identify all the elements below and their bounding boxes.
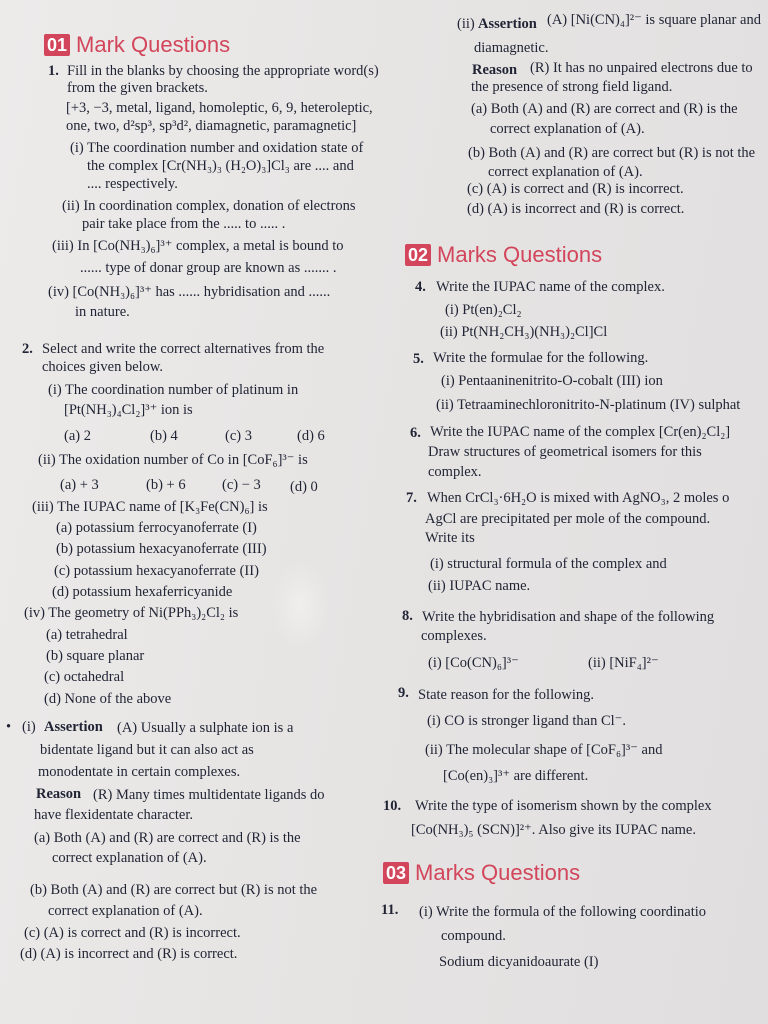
- sub-question: (i) The coordination number and oxidation state of: [70, 140, 364, 156]
- option: (c) (A) is correct and (R) is incorrect.: [24, 925, 241, 941]
- question-number: 2.: [22, 341, 33, 357]
- bullet: •: [6, 719, 12, 735]
- question-text: (i) Write the formula of the following coordinatio: [419, 904, 707, 920]
- option: (a) tetrahedral: [46, 627, 128, 643]
- section-badge: 01: [44, 34, 70, 56]
- sub-question: (iii) In [Co(NH₃)₆]³⁺ complex, a metal is bound to: [52, 238, 344, 254]
- sub-question: ...... type of donar group are known as ....... .: [80, 260, 337, 276]
- question-number: 11.: [381, 902, 399, 918]
- question-text: complexes.: [421, 628, 487, 644]
- question-number: 10.: [383, 798, 402, 814]
- sub-question: (ii) Pt(NH₂CH₃)(NH₃)₂Cl]Cl: [440, 324, 608, 340]
- assertion-text: bidentate ligand but it can also act as: [40, 742, 254, 758]
- question-text: [Co(NH₃)₅ (SCN)]²⁺. Also give its IUPAC name.: [411, 822, 696, 838]
- sub-question-number: (i): [22, 719, 36, 735]
- option: correct explanation of (A).: [48, 903, 203, 919]
- section-title: Marks Questions: [437, 242, 603, 267]
- sub-question: (i) structural formula of the complex and: [430, 556, 667, 572]
- assertion-text: monodentate in certain complexes.: [38, 764, 241, 780]
- question-text: AgCl are precipitated per mole of the compound.: [425, 511, 711, 527]
- question-text: Write the IUPAC name of the complex.: [436, 279, 665, 295]
- sub-question: [Pt(NH₃)₄Cl₂]³⁺ ion is: [64, 402, 193, 418]
- option: (c) (A) is correct and (R) is incorrect.: [467, 181, 684, 197]
- question-text: Draw structures of geometrical isomers for this: [428, 444, 702, 460]
- word-bank: [+3, −3, metal, ligand, homoleptic, 6, 9, heteroleptic,: [66, 100, 373, 116]
- sub-question: (iii) The IUPAC name of [K₃Fe(CN)₆] is: [32, 499, 268, 515]
- option: (c) potassium hexacyanoferrate (II): [54, 563, 259, 579]
- option: (c) − 3: [222, 477, 261, 493]
- sub-question: (ii) The molecular shape of [CoF₆]³⁻ and: [425, 742, 663, 758]
- reason-text: have flexidentate character.: [34, 807, 193, 823]
- question-text: When CrCl₃·6H₂O is mixed with AgNO₃, 2 moles o: [427, 490, 730, 506]
- option: (d) (A) is incorrect and (R) is correct.: [467, 201, 685, 217]
- assertion-text: diamagnetic.: [474, 40, 549, 56]
- assertion-text: (A) [Ni(CN)₄]²⁻ is square planar and: [547, 12, 761, 28]
- option: (a) Both (A) and (R) are correct and (R) is the: [34, 830, 301, 846]
- option: (d) potassium hexaferricyanide: [52, 584, 233, 600]
- sub-question: [Co(en)₃]³⁺ are different.: [443, 768, 589, 784]
- reason-text: (R) Many times multidentate ligands do: [93, 787, 325, 803]
- option: (d) 6: [297, 428, 325, 444]
- question-text: complex.: [428, 464, 482, 480]
- question-text: Write the formulae for the following.: [433, 350, 649, 366]
- question-number: 4.: [415, 279, 426, 295]
- sub-question-number: (ii): [457, 16, 475, 32]
- question-text: choices given below.: [42, 359, 164, 375]
- sub-question: (i) Pentaaninenitrito-O-cobalt (III) ion: [441, 373, 663, 389]
- question-number: 7.: [406, 490, 417, 506]
- option: correct explanation of (A).: [52, 850, 207, 866]
- sub-question: pair take place from the ..... to ..... .: [82, 216, 286, 232]
- sub-question: (i) The coordination number of platinum in: [48, 382, 299, 398]
- option: (d) None of the above: [44, 691, 172, 707]
- section-heading-3-marks: [383, 860, 580, 886]
- option: (b) Both (A) and (R) are correct but (R) is not the: [468, 145, 756, 161]
- sub-question: (ii) [NiF₄]²⁻: [588, 655, 659, 671]
- question-number: 9.: [398, 685, 409, 701]
- option: correct explanation of (A).: [490, 121, 645, 137]
- option: (c) octahedral: [44, 669, 125, 685]
- assertion-label: Assertion: [478, 16, 537, 32]
- sub-question: (ii) In coordination complex, donation of electrons: [62, 198, 356, 214]
- section-badge: 02: [405, 244, 431, 266]
- question-number: 5.: [413, 351, 424, 367]
- option: (b) + 6: [146, 477, 186, 493]
- option: (c) 3: [225, 428, 252, 444]
- option: (b) potassium hexacyanoferrate (III): [56, 541, 267, 557]
- reason-text: (R) It has no unpaired electrons due to: [530, 60, 753, 76]
- reason-label: Reason: [36, 786, 82, 802]
- word-bank: one, two, d²sp³, sp³d², diamagnetic, paramagnetic]: [66, 118, 357, 134]
- option: (b) Both (A) and (R) are correct but (R) is not the: [30, 882, 318, 898]
- section-badge: 03: [383, 862, 409, 884]
- sub-question: .... respectively.: [87, 176, 178, 192]
- option: (d) (A) is incorrect and (R) is correct.: [20, 946, 238, 962]
- option: (a) Both (A) and (R) are correct and (R) is the: [471, 101, 738, 117]
- question-text: Select and write the correct alternatives from the: [42, 341, 325, 357]
- question-text: Sodium dicyanidoaurate (I): [439, 954, 599, 970]
- section-title: Marks Questions: [415, 860, 581, 885]
- question-text: Write the hybridisation and shape of the following: [422, 609, 715, 625]
- sub-question: in nature.: [75, 304, 130, 320]
- light-glare: [270, 560, 330, 650]
- sub-question: (ii) Tetraaminechloronitrito-N-platinum (IV) sulphat: [436, 397, 741, 413]
- sub-question: (i) [Co(CN)₆]³⁻: [428, 655, 519, 671]
- option: (a) + 3: [60, 477, 99, 493]
- assertion-text: (A) Usually a sulphate ion is a: [117, 720, 294, 736]
- reason-label: Reason: [472, 62, 518, 78]
- sub-question: (iv) The geometry of Ni(PPh₃)₂Cl₂ is: [24, 605, 239, 621]
- sub-question: (iv) [Co(NH₃)₆]³⁺ has ...... hybridisation and ......: [48, 284, 331, 300]
- sub-question: (i) CO is stronger ligand than Cl⁻.: [427, 713, 626, 729]
- sub-question: (ii) IUPAC name.: [428, 578, 531, 594]
- option: correct explanation of (A).: [488, 164, 643, 180]
- question-text: from the given brackets.: [67, 80, 208, 96]
- question-number: 1.: [48, 63, 59, 79]
- option: (b) square planar: [46, 648, 145, 664]
- question-text: State reason for the following.: [418, 687, 594, 703]
- question-number: 8.: [402, 608, 413, 624]
- question-text: Write the type of isomerism shown by the complex: [415, 798, 712, 814]
- sub-question: (i) Pt(en)₂Cl₂: [445, 302, 522, 318]
- question-text: Write the IUPAC name of the complex [Cr(en)₂Cl₂]: [430, 424, 731, 440]
- assertion-label: Assertion: [44, 719, 103, 735]
- question-text: Fill in the blanks by choosing the appropriate word(s): [67, 63, 379, 79]
- reason-text: the presence of strong field ligand.: [471, 79, 673, 95]
- question-number: 6.: [410, 425, 421, 441]
- sub-question: the complex [Cr(NH₃)₃ (H₂O)₃]Cl₃ are .... and: [87, 158, 354, 174]
- question-text: Write its: [425, 530, 475, 546]
- sub-question: (ii) The oxidation number of Co in [CoF₆]³⁻ is: [38, 452, 308, 468]
- question-text: compound.: [441, 928, 506, 944]
- section-heading-1-mark: [44, 32, 230, 58]
- option: (b) 4: [150, 428, 178, 444]
- section-title: Mark Questions: [76, 32, 231, 57]
- option: (d) 0: [290, 479, 318, 495]
- option: (a) potassium ferrocyanoferrate (I): [56, 520, 257, 536]
- option: (a) 2: [64, 428, 91, 444]
- section-heading-2-marks: [405, 242, 602, 268]
